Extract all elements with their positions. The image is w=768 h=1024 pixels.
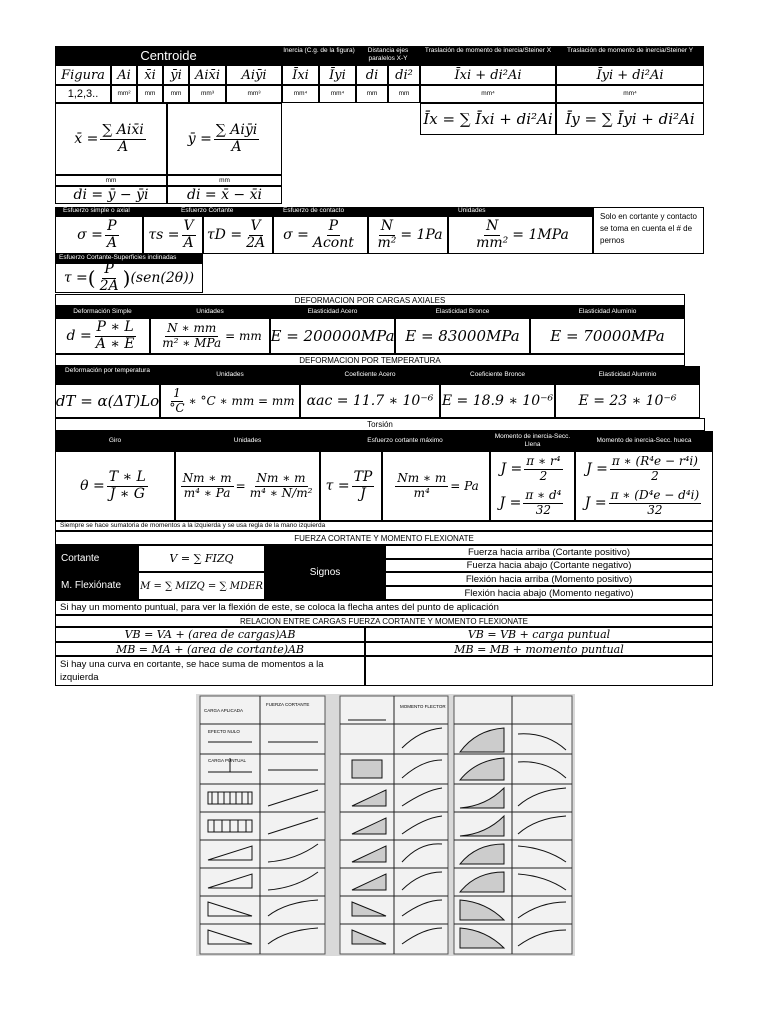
- relation-shear-point: VB = VB + carga puntual: [365, 627, 713, 642]
- di-y-formula: di = x̄ − x̄i: [167, 186, 282, 204]
- inertia-full-d: J = $\frac{\text{π ∗ d⁴}}{32}$: [499, 488, 562, 517]
- h-axial-units: Unidades: [150, 306, 270, 318]
- h-thermal-units: Unidades: [160, 366, 300, 384]
- sign-shear-positive: Fuerza hacia arriba (Cortante positivo): [385, 545, 713, 559]
- inertia-hollow-r: J = $\frac{\text{π ∗ (R⁴e − r⁴i)}}{2}$: [586, 454, 698, 483]
- axial-title: DEFORMACION POR CARGAS AXIALES: [55, 294, 685, 306]
- h-thermal-steel: Coeficiente Acero: [300, 366, 440, 384]
- inertia-header: Inercia (C.g. de la figura): [282, 46, 356, 65]
- h-thermal-bronze: Coeficiente Bronce: [440, 366, 555, 384]
- load-diagram-photo: [196, 694, 575, 956]
- col-steiner-x: Īxi + di²Ai: [420, 65, 556, 85]
- moment-sum-formula: M = ∑ MIZQ = ∑ MDER: [138, 572, 265, 600]
- col-steiner-y: Īyi + di²Ai: [556, 65, 704, 85]
- bolts-note: Solo en cortante y contacto se toma en cuenta el # de pernos: [593, 207, 704, 254]
- h-contact-stress: Esfuerzo de contacto: [273, 207, 368, 216]
- photo-row-point: CARGA PUNTUAL: [208, 758, 247, 763]
- di-x-formula: di = ȳ − ȳi: [55, 186, 167, 204]
- col-di2: di²: [388, 65, 420, 85]
- sign-moment-negative: Flexión hacia abajo (Momento negativo): [385, 586, 713, 600]
- contact-stress-formula: σ = $\frac{P}{\text{Acont}}$: [273, 216, 368, 254]
- sign-moment-positive: Flexión hacia arriba (Momento positivo): [385, 572, 713, 586]
- x-bar-formula: x̄ = $\frac{\text{∑ Aix̄i}}{A}$: [55, 103, 167, 175]
- h-axial-alu: Elasticidad Aluminio: [530, 306, 685, 318]
- col-ai: Ai: [111, 65, 137, 85]
- alpha-aluminum: E = 23 ∗ 10⁻⁶: [555, 384, 700, 418]
- megapascal-unit: $\frac{N}{\text{mm²}}$ = 1MPa: [448, 216, 593, 254]
- unit-aiyi: mm³: [226, 85, 282, 103]
- tau-d-formula: τD = $\frac{V}{2A}$: [203, 216, 273, 254]
- y-bar-formula: ȳ = $\frac{\text{∑ Aiȳi}}{A}$: [167, 103, 282, 175]
- inertia-hollow-d: J = $\frac{\text{π ∗ (D⁴e − d⁴i)}}{32}$: [584, 488, 700, 517]
- shear-moment-title: FUERZA CORTANTE Y MOMENTO FLEXIONATE: [55, 531, 713, 545]
- torsion-note: Siempre se hace sumatoria de momentos a la izquierda y se usa regla de la mano izquierda: [55, 521, 713, 531]
- tau-s-formula: τs = $\frac{V}{A}$: [143, 216, 203, 254]
- h-simple-stress: Esfuerzo simple o axial: [55, 207, 143, 216]
- h-torsion-units: Unidades: [175, 431, 320, 451]
- ix-total-formula: Īx = ∑ Īxi + di²Ai: [420, 103, 556, 135]
- h-inclined-stress: Esfuerzo Cortante-Superficies inclinadas: [55, 254, 203, 263]
- relation-moment-point: MB = MB + momento puntual: [365, 642, 713, 656]
- sign-shear-negative: Fuerza hacia abajo (Cortante negativo): [385, 559, 713, 572]
- col-figura: Figura: [55, 65, 111, 85]
- col-aixi: Aix̄i: [189, 65, 226, 85]
- unit-ai: mm²: [111, 85, 137, 103]
- photo-header-load: CARGA APLICADA: [204, 708, 244, 713]
- relation-title: RELACION ENTRE CARGAS FUERZA CORTANTE Y MOMENTO FLEXIONATE: [55, 615, 713, 627]
- torsion-units-formula: $\frac{Nm ∗ m}{\text{m⁴ ∗ Pa}}$ = $\frac{Nm ∗ m}{\text{m⁴ ∗ N/m²}}$: [175, 451, 320, 521]
- unit-ixi: mm⁴: [282, 85, 319, 103]
- unit-di: mm: [356, 85, 388, 103]
- curve-note: Si hay una curva en cortante, se hace suma de momentos a la izquierda: [55, 656, 365, 686]
- e-steel: E = 200000MPa: [270, 318, 395, 354]
- h-inertia-hollow: Momento de inercia-Secc. hueca: [575, 431, 713, 451]
- alpha-steel: αac = 11.7 ∗ 10⁻⁶: [300, 384, 440, 418]
- shear-sum-formula: V = ∑ FIZQ: [138, 545, 265, 572]
- h-inertia-full: Momento de inercia-Secc. Llena: [490, 431, 575, 451]
- thermal-def-formula: dT = α(ΔT)Lo: [55, 384, 160, 418]
- distance-header: Distancia ejes paralelos X-Y: [356, 46, 420, 65]
- signos-label: Signos: [265, 545, 385, 600]
- load-diagram-sketch: [196, 694, 575, 956]
- relation-shear-area: VB = VA + (area de cargas)AB: [55, 627, 365, 642]
- axial-def-formula: d = $\frac{P ∗ L}{A ∗ E}$: [55, 318, 150, 354]
- h-shear-stress: Esfuerzo Cortante: [143, 207, 273, 216]
- steiner-x-header: Traslación de momento de inercia/Steiner X: [420, 46, 556, 65]
- h-axial-def: Deformación Simple: [55, 306, 150, 318]
- relation-moment-area: MB = MA + (area de cortante)AB: [55, 642, 365, 656]
- unit-iyi: mm⁴: [319, 85, 356, 103]
- thermal-units-formula: $\frac{1}{^\circ C}$ ∗ °C ∗ mm = mm: [160, 384, 300, 418]
- e-bronze: E = 83000MPa: [395, 318, 530, 354]
- alpha-bronze: E = 18.9 ∗ 10⁻⁶: [440, 384, 555, 418]
- h-thermal-def: Deformación por temperatura: [55, 366, 160, 384]
- axial-units-formula: $\frac{N ∗ mm}{\text{m² ∗ MPa}}$ = mm: [150, 318, 270, 354]
- unit-aixi: mm³: [189, 85, 226, 103]
- unit-steiner-y: mm⁴: [556, 85, 704, 103]
- max-shear-units: $\frac{Nm ∗ m}{\text{m⁴}}$ = Pa: [382, 451, 490, 521]
- centroid-units-row: [55, 85, 704, 103]
- photo-header-shear: FUERZA CORTANTE: [266, 702, 310, 707]
- centroid-header-row: [55, 65, 704, 85]
- unit-di2: mm: [388, 85, 420, 103]
- row-label: 1,2,3..: [55, 85, 111, 103]
- iy-total-formula: Īy = ∑ Īyi + di²Ai: [556, 103, 704, 135]
- col-ixi: Īxi: [282, 65, 319, 85]
- h-max-shear: Esfuerzo cortante máximo: [320, 431, 490, 451]
- max-shear-formula: τ = $\frac{TP}{J}$: [320, 451, 382, 521]
- pascal-unit: $\frac{N}{\text{m²}}$ = 1Pa: [368, 216, 448, 254]
- h-axial-bronze: Elasticidad Bronce: [395, 306, 530, 318]
- unit-xi: mm: [137, 85, 163, 103]
- h-thermal-alu: Elasticidad Aluminio: [555, 366, 700, 384]
- flexionate-label: M. Flexiónate: [55, 572, 138, 600]
- unit-steiner-x: mm⁴: [420, 85, 556, 103]
- col-xi: x̄i: [137, 65, 163, 85]
- photo-row-null: EFECTO NULO: [208, 729, 240, 734]
- unit-yi: mm: [163, 85, 189, 103]
- h-giro: Giro: [55, 431, 175, 451]
- x-bar-unit: mm: [55, 175, 167, 186]
- thermal-title: DEFORMACION POR TEMPERATURA: [55, 354, 685, 366]
- centroid-title: Centroide: [55, 46, 282, 65]
- relation-empty-cell: [365, 656, 713, 686]
- inertia-hollow-formulas: [575, 451, 713, 521]
- torsion-title: Torsión: [55, 418, 705, 431]
- steiner-y-header: Traslación de momento de inercia/Steiner Y: [556, 46, 704, 65]
- col-iyi: Īyi: [319, 65, 356, 85]
- inclined-stress-formula: τ = ( $\frac{P}{2A}$ ) (sen(2θ)): [55, 263, 203, 293]
- sigma-axial-formula: σ = $\frac{P}{A}$: [55, 216, 143, 254]
- giro-formula: θ = $\frac{T ∗ L}{J ∗ G}$: [55, 451, 175, 521]
- col-aiyi: Aiȳi: [226, 65, 282, 85]
- inertia-full-formulas: [490, 451, 575, 521]
- y-bar-unit: mm: [167, 175, 282, 186]
- inertia-full-r: J = $\frac{\text{π ∗ r⁴}}{2}$: [500, 454, 561, 483]
- h-stress-units: Unidades: [368, 207, 593, 216]
- photo-header-moment: MOMENTO FLECTOR: [400, 704, 446, 709]
- point-moment-note: Si hay un momento puntual, para ver la flexión de este, se coloca la flecha antes del punto de aplicación: [55, 600, 713, 615]
- e-aluminum: E = 70000MPa: [530, 318, 685, 354]
- col-di: di: [356, 65, 388, 85]
- col-yi: ȳi: [163, 65, 189, 85]
- cortante-label: Cortante: [55, 545, 138, 572]
- h-axial-steel: Elasticidad Acero: [270, 306, 395, 318]
